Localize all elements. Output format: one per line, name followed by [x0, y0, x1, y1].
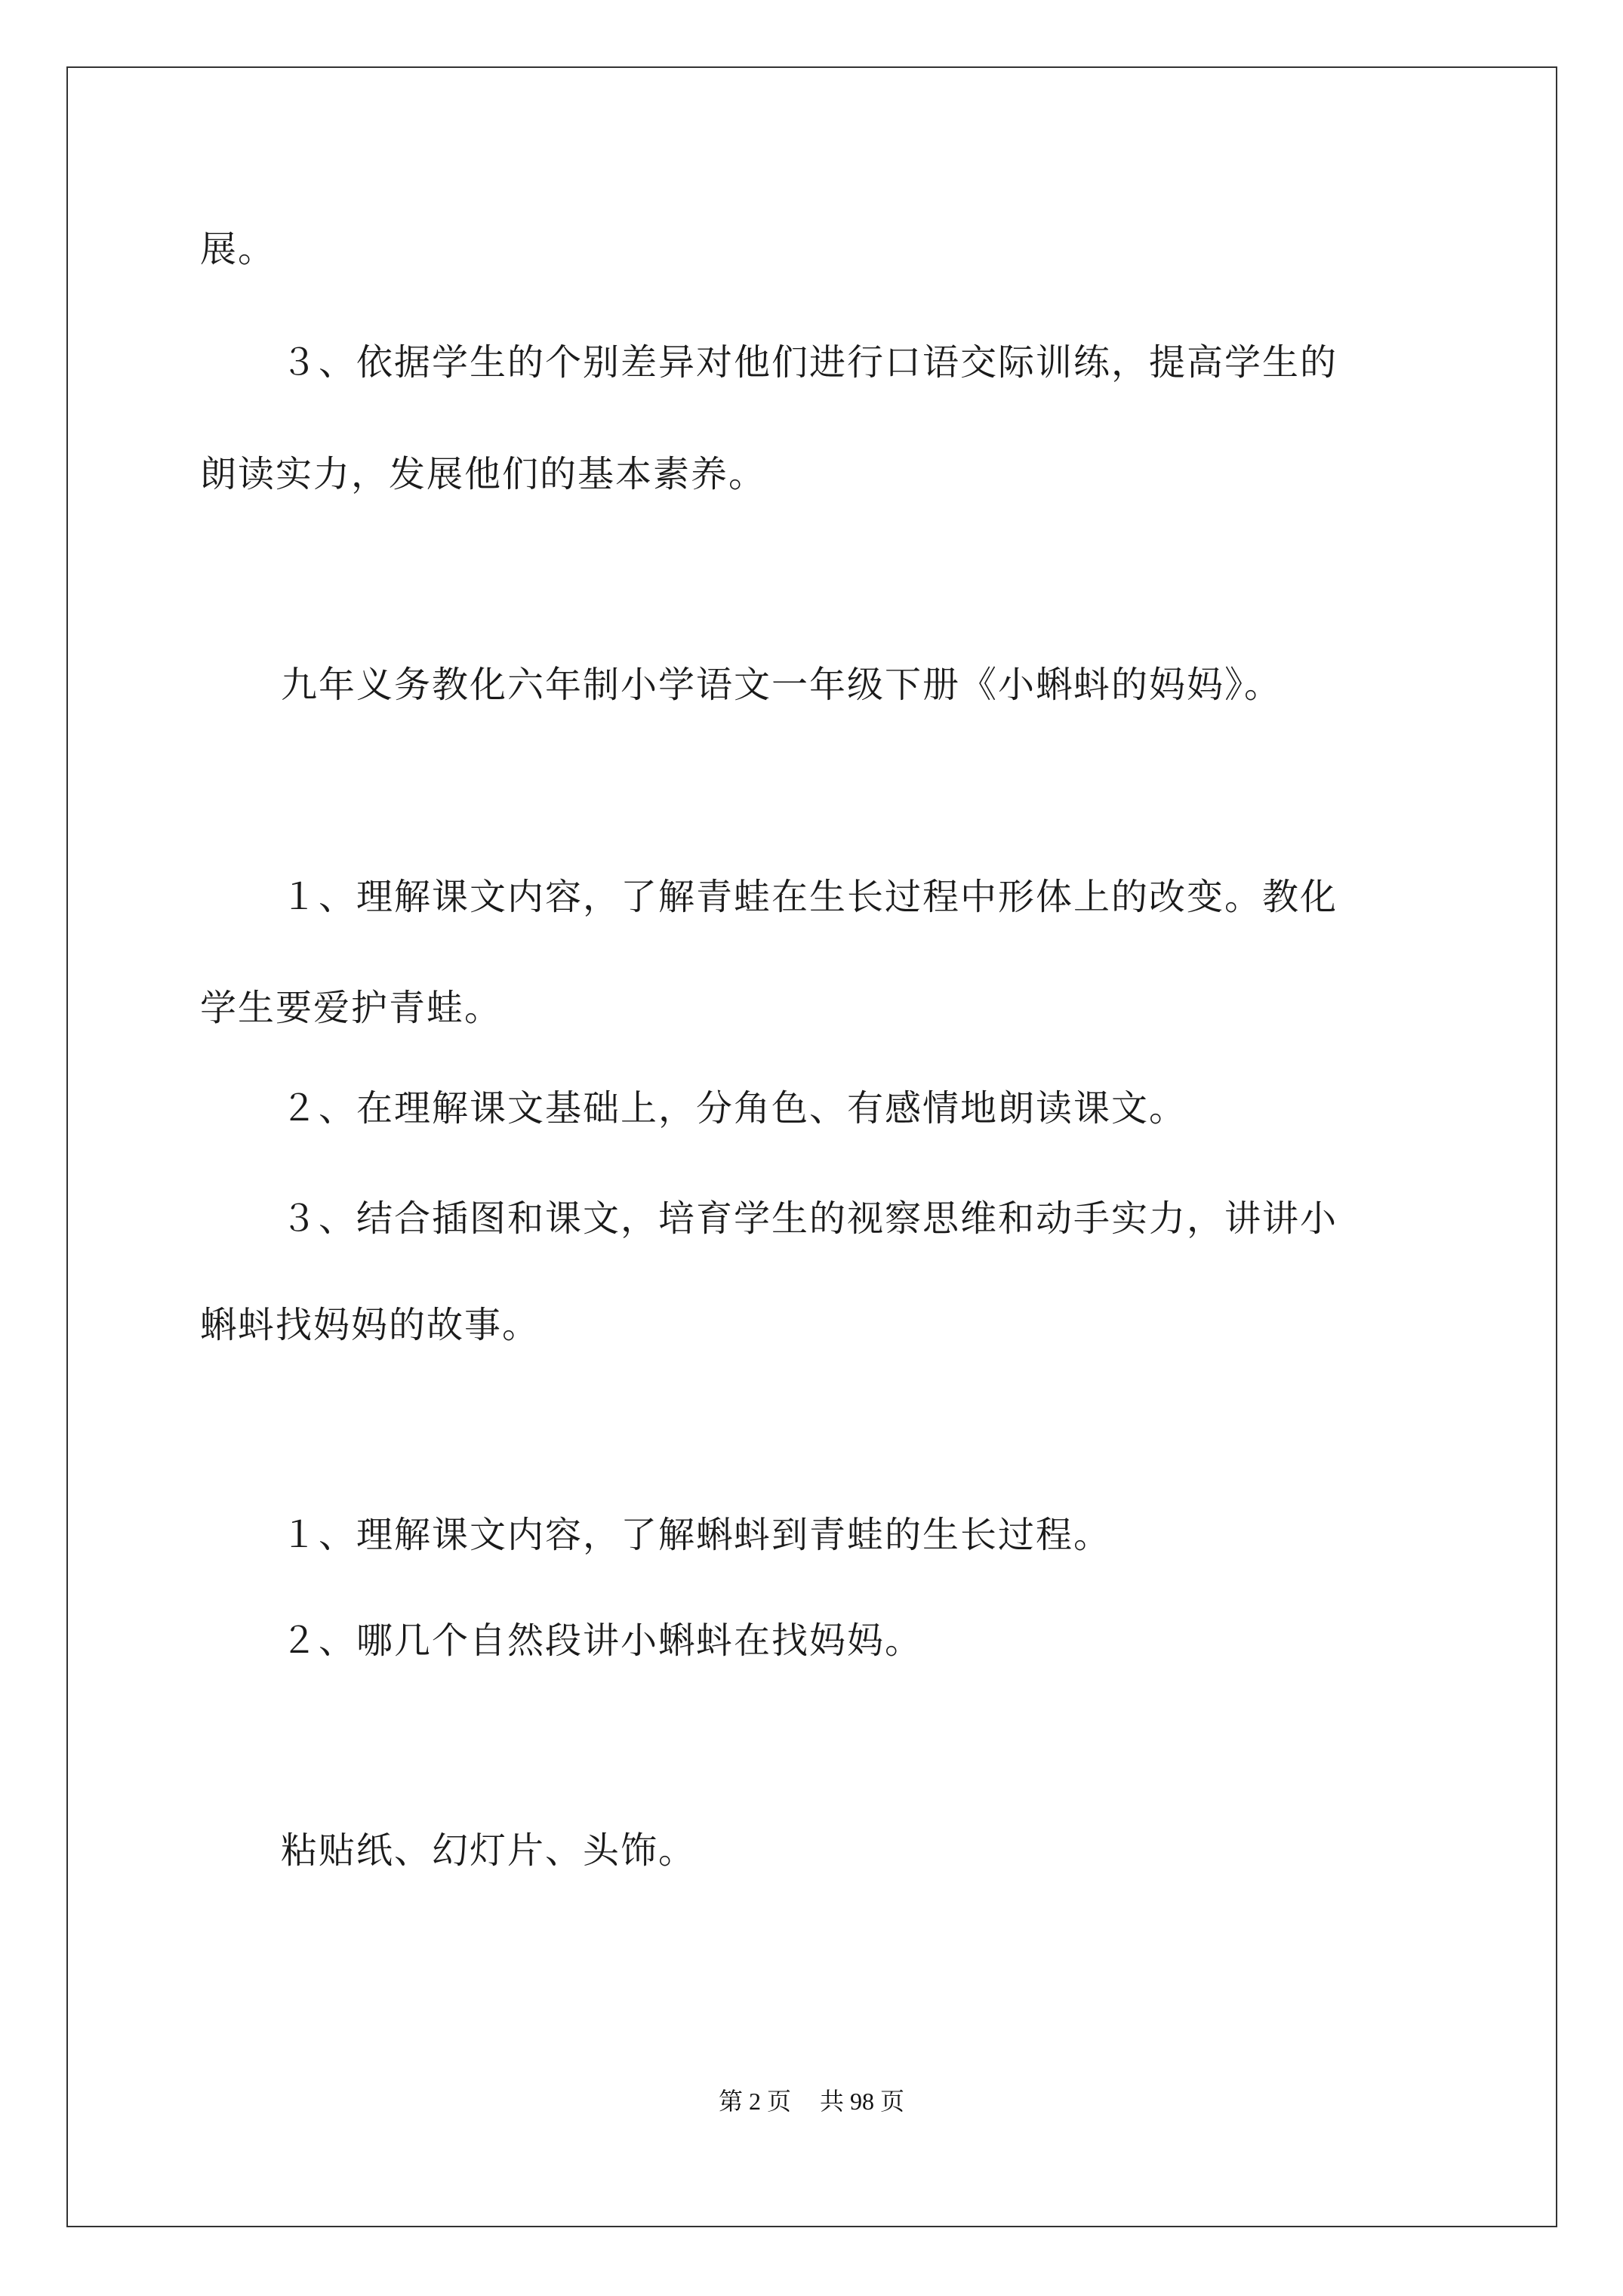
page-footer — [0, 2086, 1623, 2116]
text-line-8: ３、结合插图和课文，培育学生的视察思维和动手实力，讲讲小 — [281, 1197, 1338, 1240]
text-line-5: １、理解课文内容，了解青蛙在生长过程中形体上的改变。教化 — [281, 876, 1338, 918]
text-line-12: 粘贴纸、幻灯片、头饰。 — [281, 1829, 697, 1872]
text-line-6: 学生要爱护青蛙。 — [200, 987, 503, 1029]
page-total: 共 98 页 — [820, 2088, 905, 2115]
text-line-4: 九年义务教化六年制小学语文一年级下册《小蝌蚪的妈妈》。 — [281, 664, 1283, 706]
page-number: 第 2 页 — [718, 2088, 791, 2115]
page-border — [66, 66, 1557, 2227]
text-line-9: 蝌蚪找妈妈的故事。 — [200, 1304, 540, 1346]
text-line-3: 朗读实力，发展他们的基本素养。 — [200, 453, 767, 495]
text-line-7: ２、在理解课文基础上，分角色、有感情地朗读课文。 — [281, 1087, 1187, 1130]
text-line-11: ２、哪几个自然段讲小蝌蚪在找妈妈。 — [281, 1620, 923, 1662]
text-line-10: １、理解课文内容，了解蝌蚪到青蛙的生长过程。 — [281, 1514, 1112, 1556]
text-line-2: ３、依据学生的个别差异对他们进行口语交际训练，提高学生的 — [281, 341, 1338, 384]
text-line-1: 展。 — [200, 228, 276, 270]
